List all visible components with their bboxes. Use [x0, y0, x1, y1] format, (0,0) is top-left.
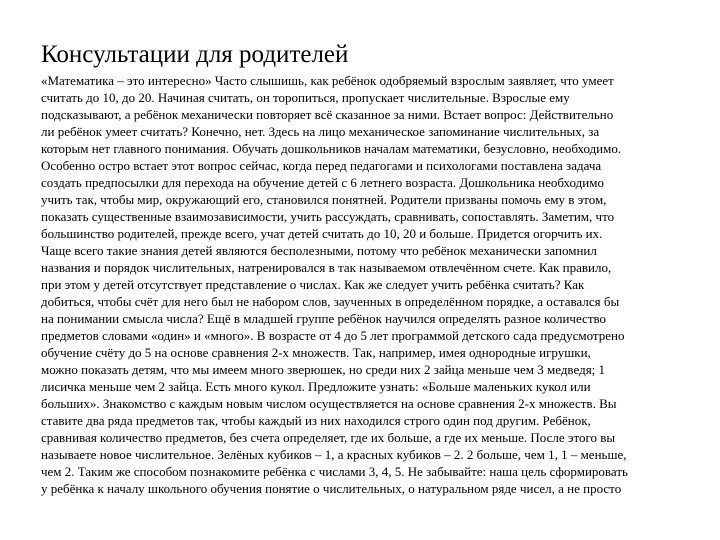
body-line: учить так, чтобы мир, окружающий его, становился понятней. Родители призваны помочь ему в этом,: [41, 192, 607, 207]
body-line: большинство родителей, прежде всего, учат детей считать до 10, 20 и больше. Придется огорчить их.: [41, 226, 603, 241]
body-line: показать существенные взаимозависимости, учить рассуждать, сравнивать, сопоставлять. Заметим, что: [41, 209, 615, 224]
body-line: сравнивая количество предметов, без счета определяет, где их больше, а где их меньше. После этого вы: [41, 430, 616, 445]
body-line: «Математика – это интересно» Часто слышишь, как ребёнок одобряемый взрослым заявляет, что умеет: [41, 73, 614, 88]
body-line: ставите два ряда предметов так, чтобы каждый из них находился строго один под другим. Ребёнок,: [41, 413, 591, 428]
body-line: Особенно остро встает этот вопрос сейчас, когда перед педагогами и психологами поставлена задача: [41, 158, 602, 173]
body-line: ли ребёнок умеет считать? Конечно, нет. Здесь на лицо механическое запоминание числительных, за: [41, 124, 600, 139]
body-line: Чаще всего такие знания детей являются бесполезными, потому что ребёнок механически запомнил: [41, 243, 597, 258]
body-line: подсказывают, а ребёнок механически повторяет всё сказанное за ними. Встает вопрос: Действительно: [41, 107, 614, 122]
body-line: предметов словами «один» и «много». В возрасте от 4 до 5 лет программой детского сада предусмотрено: [41, 328, 625, 343]
body-line: при этом у детей отсутствует представление о числах. Как же следует учить ребёнка считать? Как: [41, 277, 585, 292]
body-line: которым нет главного понимания. Обучать дошкольников началам математики, безусловно, необходимо.: [41, 141, 622, 156]
body-line: называете новое числительное. Зелёных кубиков – 1, а красных кубиков – 2. 2 больше, чем 1, 1 – меньше,: [41, 447, 627, 462]
body-line: у ребёнка к началу школьного обучения понятие о числительных, о натуральном ряде чисел, а не просто: [41, 481, 622, 496]
body-line: можно показать детям, что мы имеем много зверюшек, но среди них 2 зайца меньше чем 3 медведя; 1: [41, 362, 606, 377]
body-line: создать предпосылки для перехода на обучение детей с 6 летнего возраста. Дошкольника необходимо: [41, 175, 604, 190]
body-line: лисичка меньше чем 2 зайца. Есть много кукол. Предложите узнать: «Больше маленьких кукол или: [41, 379, 591, 394]
body-line: добиться, чтобы счёт для него был не набором слов, заученных в определённом порядке, а оставался бы: [41, 294, 620, 309]
body-line: считать до 10, до 20. Начиная считать, он торопиться, пропускает числительные. Взрослые ему: [41, 90, 570, 105]
body-line: больших». Знакомство с каждым новым числом осуществляется на основе сравнения 2-х множеств. Вы: [41, 396, 617, 411]
body-text: [41, 72, 687, 497]
slide-title: Консультации для родителей: [41, 41, 349, 68]
body-line: названия и порядок числительных, натренировался в так называемом отвлечённом счете. Как правило,: [41, 260, 612, 275]
body-line: чем 2. Таким же способом познакомите ребёнка с числами 3, 4, 5. Не забывайте: наша цель сформировать: [41, 464, 628, 479]
body-line: на понимании смысла числа? Ещё в младшей группе ребёнок научился определять разное количество: [41, 311, 607, 326]
body-line: обучение счёту до 5 на основе сравнения 2-х множеств. Так, например, имея однородные игрушки,: [41, 345, 591, 360]
